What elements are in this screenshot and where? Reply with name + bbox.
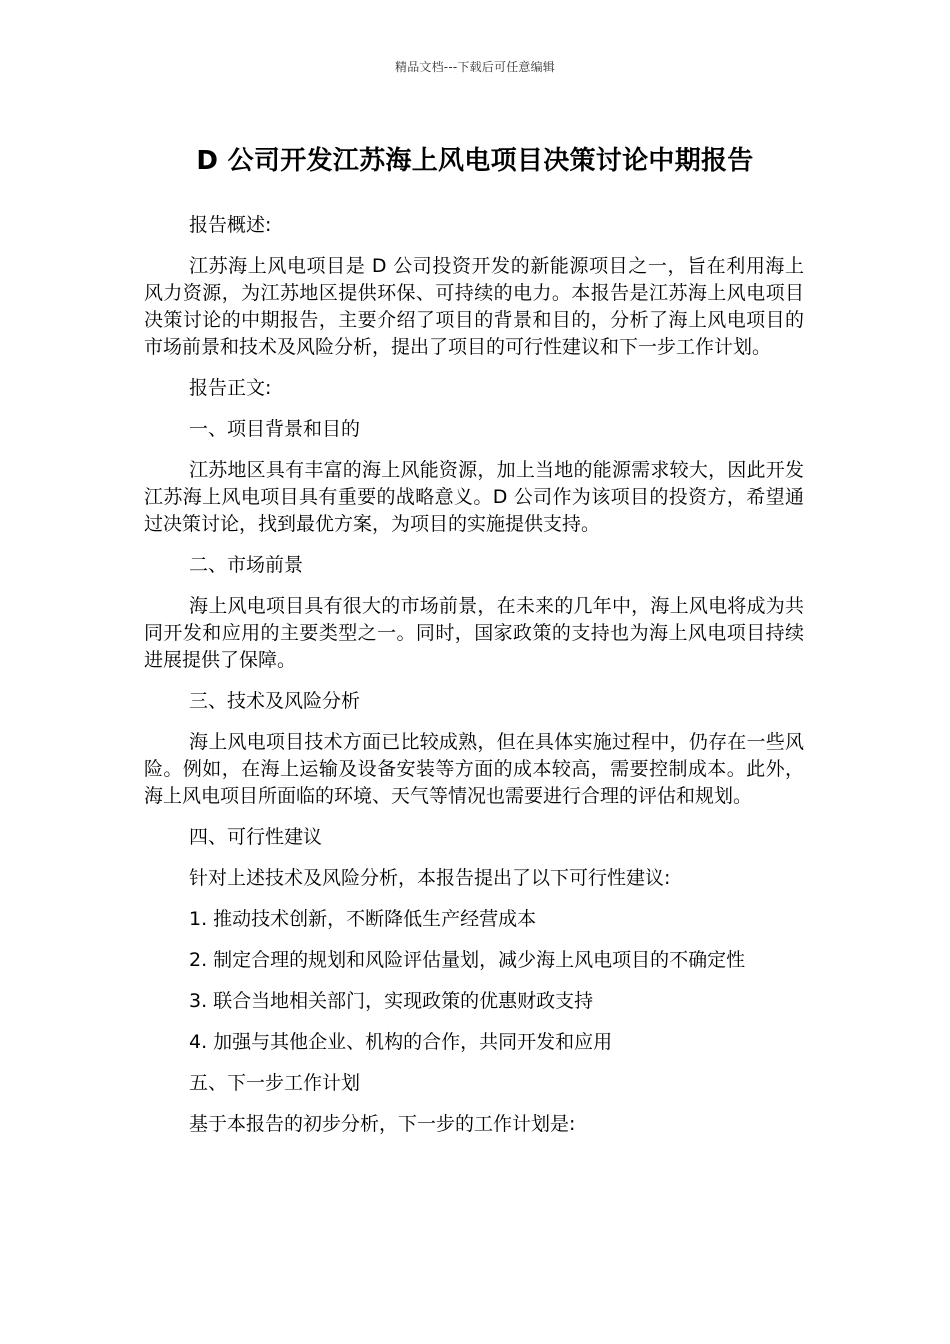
section-paragraph-risk: 海上风电项目技术方面已比较成熟，但在具体实施过程中，仍存在一些风险。例如，在海上运输及设备安装等方面的成本较高，需要控制成本。此外，海上风电项目所面临的环境、天气等情况也需要进行合理的评估和规划。 [144, 731, 804, 807]
body-heading: 报告正文: [189, 377, 272, 399]
section-heading-background: 一、项目背景和目的 [189, 418, 361, 440]
suggestion-item: 2. 制定合理的规划和风险评估量划，减少海上风电项目的不确定性 [189, 949, 746, 971]
section-paragraph-background: 江苏地区具有丰富的海上风能资源，加上当地的能源需求较大，因此开发江苏海上风电项目具有重要的战略意义。D 公司作为该项目的投资方，希望通过决策讨论，找到最优方案，为项目的实施提供支持。 [144, 459, 804, 535]
document-title: D 公司开发江苏海上风电项目决策讨论中期报告 [196, 146, 754, 176]
section-paragraph-market: 海上风电项目具有很大的市场前景，在未来的几年中，海上风电将成为共同开发和应用的主要类型之一。同时，国家政策的支持也为海上风电项目持续进展提供了保障。 [144, 595, 804, 671]
document-body [144, 212, 804, 1152]
next-steps-heading: 五、下一步工作计划 [189, 1072, 361, 1094]
section-heading-risk: 三、技术及风险分析 [189, 690, 361, 712]
section-heading-feasibility: 四、可行性建议 [189, 826, 323, 848]
section-paragraph-feasibility: 针对上述技术及风险分析，本报告提出了以下可行性建议: [189, 867, 671, 889]
header-note: 精品文档---下载后可任意编辑 [395, 60, 555, 74]
next-steps-paragraph: 基于本报告的初步分析，下一步的工作计划是: [189, 1113, 576, 1135]
suggestion-item: 3. 联合当地相关部门，实现政策的优惠财政支持 [189, 990, 594, 1012]
section-heading-market: 二、市场前景 [189, 554, 304, 576]
suggestion-item: 4. 加强与其他企业、机构的合作，共同开发和应用 [189, 1031, 613, 1053]
overview-paragraph: 江苏海上风电项目是 D 公司投资开发的新能源项目之一，旨在利用海上风力资源，为江苏地区提供环保、可持续的电力。本报告是江苏海上风电项目决策讨论的中期报告，主要介绍了项目的背景和目的，分析了海上风电项目的市场前景和技术及风险分析，提出了项目的可行性建议和下一步工作计划。 [144, 255, 804, 358]
overview-heading: 报告概述: [189, 214, 272, 236]
suggestion-item: 1. 推动技术创新，不断降低生产经营成本 [189, 908, 537, 930]
